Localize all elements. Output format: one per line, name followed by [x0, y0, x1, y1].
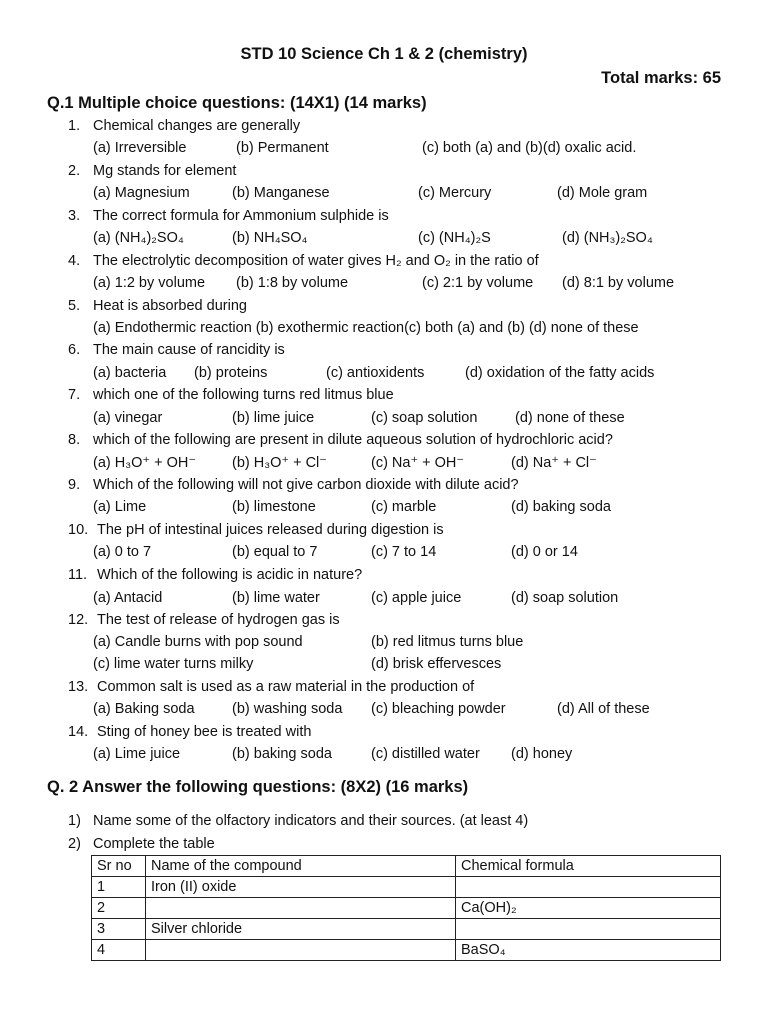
option: (c) Na⁺ + OH⁻ [371, 455, 465, 471]
table-header: Sr no [92, 856, 146, 877]
item-number: 1) [68, 813, 81, 829]
option: (d) Mole gram [557, 185, 648, 201]
option: (d) (NH₃)₂SO₄ [562, 230, 653, 246]
option: (b) washing soda [232, 701, 343, 717]
question-text: The correct formula for Ammonium sulphide is [93, 208, 389, 224]
option: (c) soap solution [371, 410, 478, 426]
table-row [92, 940, 721, 961]
option: (c) 2:1 by volume [422, 275, 534, 291]
option: (c) distilled water [371, 746, 480, 762]
question-text: Mg stands for element [93, 163, 237, 179]
table-header: Chemical formula [456, 856, 721, 877]
table-cell: BaSO₄ [456, 940, 721, 961]
question-text: The test of release of hydrogen gas is [97, 612, 340, 628]
question-text: which one of the following turns red litmus blue [93, 387, 394, 403]
option: (d) All of these [557, 701, 650, 717]
question-number: 5. [68, 298, 81, 314]
option: (d) 8:1 by volume [562, 275, 675, 291]
option: (b) equal to 7 [232, 544, 318, 560]
question-text: Common salt is used as a raw material in the production of [97, 679, 475, 695]
table-row [92, 898, 721, 919]
question-text: which of the following are present in dilute aqueous solution of hydrochloric acid? [93, 432, 613, 448]
option: (c) apple juice [371, 590, 462, 606]
table-header-row [92, 856, 721, 877]
option: (c) antioxidents [326, 365, 425, 381]
item-text: Name some of the olfactory indicators and their sources. (at least 4) [93, 813, 529, 829]
option: (d) none of these [515, 410, 625, 426]
table-cell: 4 [92, 940, 146, 961]
option: (d) brisk effervesces [371, 656, 502, 672]
table-cell: Iron (II) oxide [146, 877, 456, 898]
table-cell: 3 [92, 919, 146, 940]
question-number: 1. [68, 118, 81, 134]
option: (c) 7 to 14 [371, 544, 437, 560]
option: (b) lime juice [232, 410, 315, 426]
option: (b) lime water [232, 590, 320, 606]
table-cell: Ca(OH)₂ [456, 898, 721, 919]
option: (a) Candle burns with pop sound [93, 634, 303, 650]
option: (c) (NH₄)₂S [418, 230, 491, 246]
option: (a) Magnesium [93, 185, 190, 201]
question-number: 4. [68, 253, 81, 269]
option: (d) baking soda [511, 499, 611, 515]
option: (b) red litmus turns blue [371, 634, 524, 650]
option: (a) Endothermic reaction (b) exothermic reaction(c) both (a) and (b) (d) none of these [93, 320, 639, 336]
question-number: 14. [68, 724, 89, 740]
question-number: 11. [68, 567, 88, 583]
question-number: 10. [68, 522, 89, 538]
table-cell: Silver chloride [146, 919, 456, 940]
option: (a) (NH₄)₂SO₄ [93, 230, 184, 246]
option: (d) Na⁺ + Cl⁻ [511, 455, 597, 471]
item-text: Complete the table [93, 836, 215, 852]
option: (a) H₃O⁺ + OH⁻ [93, 455, 196, 471]
page-title: STD 10 Science Ch 1 & 2 (chemistry) [240, 45, 528, 63]
option: (b) Permanent [236, 140, 329, 156]
option: (c) both (a) and (b)(d) oxalic acid. [422, 140, 637, 156]
table-cell: 2 [92, 898, 146, 919]
table-cell [146, 940, 456, 961]
option: (a) Lime [93, 499, 147, 515]
item-number: 2) [68, 836, 81, 852]
option: (a) Lime juice [93, 746, 181, 762]
option: (d) oxidation of the fatty acids [465, 365, 655, 381]
option: (c) Mercury [418, 185, 492, 201]
total-marks: Total marks: 65 [601, 69, 721, 87]
question-number: 13. [68, 679, 89, 695]
option: (d) honey [511, 746, 573, 762]
option: (b) NH₄SO₄ [232, 230, 308, 246]
option: (b) limestone [232, 499, 316, 515]
table-header: Name of the compound [146, 856, 456, 877]
question-number: 8. [68, 432, 81, 448]
option: (b) baking soda [232, 746, 332, 762]
table-cell: 1 [92, 877, 146, 898]
question-number: 6. [68, 342, 81, 358]
question-number: 7. [68, 387, 81, 403]
question-number: 12. [68, 612, 89, 628]
question-text: The pH of intestinal juices released during digestion is [97, 522, 444, 538]
section2-heading: Q. 2 Answer the following questions: (8X2) (16 marks) [47, 778, 469, 796]
question-text: The electrolytic decomposition of water gives H₂ and O₂ in the ratio of [93, 253, 539, 269]
option: (a) 1:2 by volume [93, 275, 206, 291]
option: (b) proteins [194, 365, 268, 381]
option: (d) soap solution [511, 590, 619, 606]
question-text: Which of the following is acidic in nature? [97, 567, 363, 583]
option: (a) 0 to 7 [93, 544, 152, 560]
option: (b) H₃O⁺ + Cl⁻ [232, 455, 327, 471]
table-cell [146, 898, 456, 919]
question-text: The main cause of rancidity is [93, 342, 285, 358]
table-row [92, 919, 721, 940]
question-number: 2. [68, 163, 81, 179]
option: (a) bacteria [93, 365, 167, 381]
option: (d) 0 or 14 [511, 544, 578, 560]
question-number: 9. [68, 477, 81, 493]
compound-table [91, 855, 721, 961]
option: (c) lime water turns milky [93, 656, 254, 672]
table-cell [456, 919, 721, 940]
section1-heading: Q.1 Multiple choice questions: (14X1) (14 marks) [47, 94, 427, 112]
option: (a) vinegar [93, 410, 163, 426]
question-number: 3. [68, 208, 81, 224]
question-text: Which of the following will not give carbon dioxide with dilute acid? [93, 477, 519, 493]
table-cell [456, 877, 721, 898]
question-text: Heat is absorbed during [93, 298, 247, 314]
option: (a) Antacid [93, 590, 163, 606]
option: (a) Irreversible [93, 140, 187, 156]
option: (b) 1:8 by volume [236, 275, 349, 291]
option: (a) Baking soda [93, 701, 195, 717]
question-text: Sting of honey bee is treated with [97, 724, 312, 740]
option: (c) marble [371, 499, 437, 515]
option: (c) bleaching powder [371, 701, 506, 717]
table-row [92, 877, 721, 898]
question-text: Chemical changes are generally [93, 118, 301, 134]
option: (b) Manganese [232, 185, 330, 201]
